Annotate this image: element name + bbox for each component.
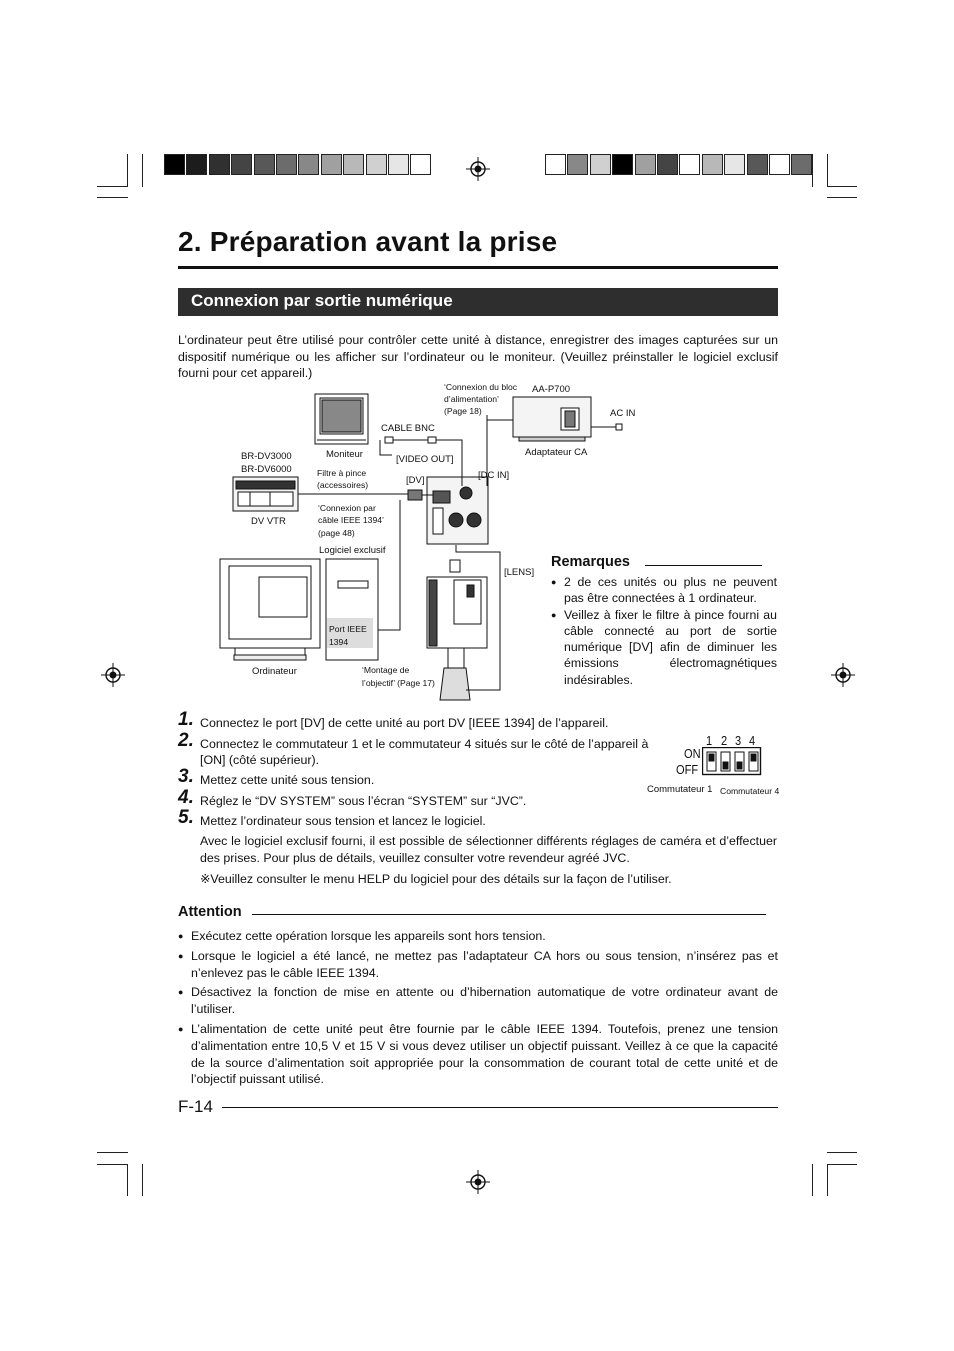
- calibration-swatch: [410, 154, 431, 175]
- dip-number: 3: [735, 733, 742, 748]
- dip-number: 1: [706, 733, 713, 748]
- dip-number: 2: [721, 733, 728, 748]
- dip-on-label: ON: [684, 746, 701, 761]
- registration-mark-icon: [466, 157, 490, 181]
- label-ieee-line3: (page 48): [318, 528, 355, 538]
- label-port-ieee-line2: 1394: [329, 637, 349, 647]
- label-dc-in: [DC IN]: [478, 470, 510, 481]
- label-dv-vtr: DV VTR: [251, 516, 286, 527]
- calibration-swatch: [679, 154, 700, 175]
- label-cable-bnc: CABLE BNC: [381, 423, 435, 434]
- step-number: 2.: [178, 730, 194, 751]
- step-text: Connectez le port [DV] de cette unité au port DV [IEEE 1394] de l’appareil.: [200, 716, 609, 730]
- calibration-swatch: [791, 154, 812, 175]
- calibration-swatch: [209, 154, 230, 175]
- help-note: ※Veuillez consulter le menu HELP du logiciel pour des détails sur la façon de l’utiliser.: [200, 872, 672, 886]
- footer-rule: [222, 1107, 778, 1108]
- step-text: Réglez le “DV SYSTEM” sous l’écran “SYSTEM” sur “JVC”.: [200, 794, 527, 808]
- calibration-swatch: [702, 154, 723, 175]
- calibration-swatch: [612, 154, 633, 175]
- step-text: Mettez cette unité sous tension.: [200, 773, 375, 787]
- label-connexion-bloc-line3: (Page 18): [444, 406, 482, 416]
- label-logiciel-exclusif: Logiciel exclusif: [319, 545, 386, 556]
- label-filtre-line1: Filtre à pince: [317, 468, 367, 478]
- list-item: ● L’alimentation de cette unité peut être fournie par le câble IEEE 1394. Toutefois, prenez une tension d’alimentation entre 10,5 V et 15 V si vous devez utiliser un objectif puissant. Veillez à ce que la capacité de la source d’alimentation soit appropriée pour la consommation de courant total de cette unité et de l’objectif puissant utilisé.: [178, 1021, 778, 1088]
- label-aa-p700: AA-P700: [532, 384, 571, 395]
- step5-details: Avec le logiciel exclusif fourni, il est possible de sélectionner différents réglages de caméra et d’effectuer des prises. Pour plus de détails, veuillez consulter votre revendeur agréé JVC.: [200, 834, 777, 865]
- calibration-swatch: [254, 154, 275, 175]
- list-item: ● 2 de ces unités ou plus ne peuvent pas être connectées à 1 ordinateur.: [551, 574, 777, 607]
- page-number: F-14: [178, 1097, 213, 1116]
- label-connexion-bloc-line2: d’alimentation’: [444, 394, 499, 404]
- label-ieee-line1: ‘Connexion par: [318, 503, 376, 513]
- section-title: Connexion par sortie numérique: [191, 291, 453, 310]
- label-moniteur: Moniteur: [326, 449, 363, 460]
- label-commutateur-4: Commutateur 4: [720, 786, 780, 796]
- list-item: ● Veillez à fixer le filtre à pince fourni au câble connecté au port de sortie numérique [DV] afin de diminuer les émissions électromagnétiques indésirables.: [551, 607, 777, 688]
- label-video-out: [VIDEO OUT]: [396, 454, 454, 465]
- calibration-swatch: [164, 154, 185, 175]
- section-header-bar: [178, 288, 778, 316]
- label-filtre-line2: (accessoires): [317, 480, 369, 490]
- calibration-swatch: [343, 154, 364, 175]
- label-port-ieee-line1: Port IEEE: [329, 624, 367, 634]
- label-ieee-line2: câble IEEE 1394’: [318, 515, 384, 525]
- label-br-dv6000: BR-DV6000: [241, 464, 292, 475]
- monitor-icon: [315, 394, 368, 444]
- calibration-swatch: [769, 154, 790, 175]
- step-number: 5.: [178, 807, 194, 828]
- list-item: ● Désactivez la fonction de mise en attente ou d’hibernation automatique de votre ordinateur avant de l’utiliser.: [178, 984, 778, 1018]
- registration-mark-icon: [831, 663, 855, 687]
- step-text: Mettez l’ordinateur sous tension et lancez le logiciel.: [200, 814, 486, 828]
- label-connexion-bloc-line1: ‘Connexion du bloc: [444, 382, 518, 392]
- calibration-swatch: [366, 154, 387, 175]
- list-item: ● Lorsque le logiciel a été lancé, ne mettez pas l’adaptateur CA hors ou sous tension, n’insérez pas et n’enlevez pas le câble IEEE 1394.: [178, 948, 778, 982]
- calibration-swatch: [186, 154, 207, 175]
- attention-rule: [252, 914, 766, 915]
- remarks-rule: [645, 565, 762, 566]
- calibration-swatch: [276, 154, 297, 175]
- label-dv-port: [DV]: [406, 475, 425, 486]
- label-montage-line2: l’objectif’ (Page 17): [362, 678, 435, 688]
- calibration-swatch: [321, 154, 342, 175]
- calibration-swatch: [298, 154, 319, 175]
- label-br-dv3000: BR-DV3000: [241, 451, 292, 462]
- title-underline: [178, 266, 778, 269]
- computer-monitor-icon: [220, 559, 320, 660]
- calibration-swatch: [657, 154, 678, 175]
- calibration-swatch: [388, 154, 409, 175]
- calibration-swatch: [567, 154, 588, 175]
- camera-back-panel-icon: [427, 477, 488, 544]
- calibration-swatch: [590, 154, 611, 175]
- step-number: 4.: [178, 787, 194, 808]
- calibration-swatch: [747, 154, 768, 175]
- remarks-title: Remarques: [551, 554, 630, 570]
- ac-adapter-icon: [513, 397, 622, 441]
- calibration-swatch: [635, 154, 656, 175]
- attention-title: Attention: [178, 904, 242, 920]
- dip-switch-icon: [702, 747, 764, 777]
- attention-list: [178, 928, 778, 1091]
- calibration-swatch: [231, 154, 252, 175]
- intro-paragraph: L’ordinateur peut être utilisé pour contrôler cette unité à distance, enregistrer des images capturées sur un dispositif numérique ou les afficher sur l’ordinateur ou le moniteur. (Veuillez préinstaller le logiciel exclusif fourni pour cet appareil.): [178, 333, 778, 380]
- label-ac-in: AC IN: [610, 408, 636, 419]
- label-commutateur-1: Commutateur 1: [647, 784, 713, 795]
- dip-off-label: OFF: [676, 762, 699, 777]
- list-item: ● Exécutez cette opération lorsque les appareils sont hors tension.: [178, 928, 778, 945]
- step-number: 1.: [178, 709, 194, 730]
- dip-number: 4: [749, 733, 756, 748]
- remarks-list: [551, 574, 777, 688]
- calibration-swatch: [545, 154, 566, 175]
- dv-vtr-icon: [233, 477, 298, 511]
- label-adaptateur-ca: Adaptateur CA: [525, 447, 588, 458]
- step-text: Connectez le commutateur 1 et le commutateur 4 situés sur le côté de l’appareil à [ON] (côté supérieur).: [200, 737, 649, 768]
- registration-mark-icon: [466, 1170, 490, 1194]
- page-title: 2. Préparation avant la prise: [178, 226, 558, 257]
- registration-mark-icon: [101, 663, 125, 687]
- label-ordinateur: Ordinateur: [252, 666, 297, 677]
- calibration-swatch: [724, 154, 745, 175]
- label-montage-line1: ‘Montage de: [362, 665, 410, 675]
- label-lens: [LENS]: [504, 567, 535, 578]
- step-number: 3.: [178, 766, 194, 787]
- camera-body-icon: [427, 560, 487, 700]
